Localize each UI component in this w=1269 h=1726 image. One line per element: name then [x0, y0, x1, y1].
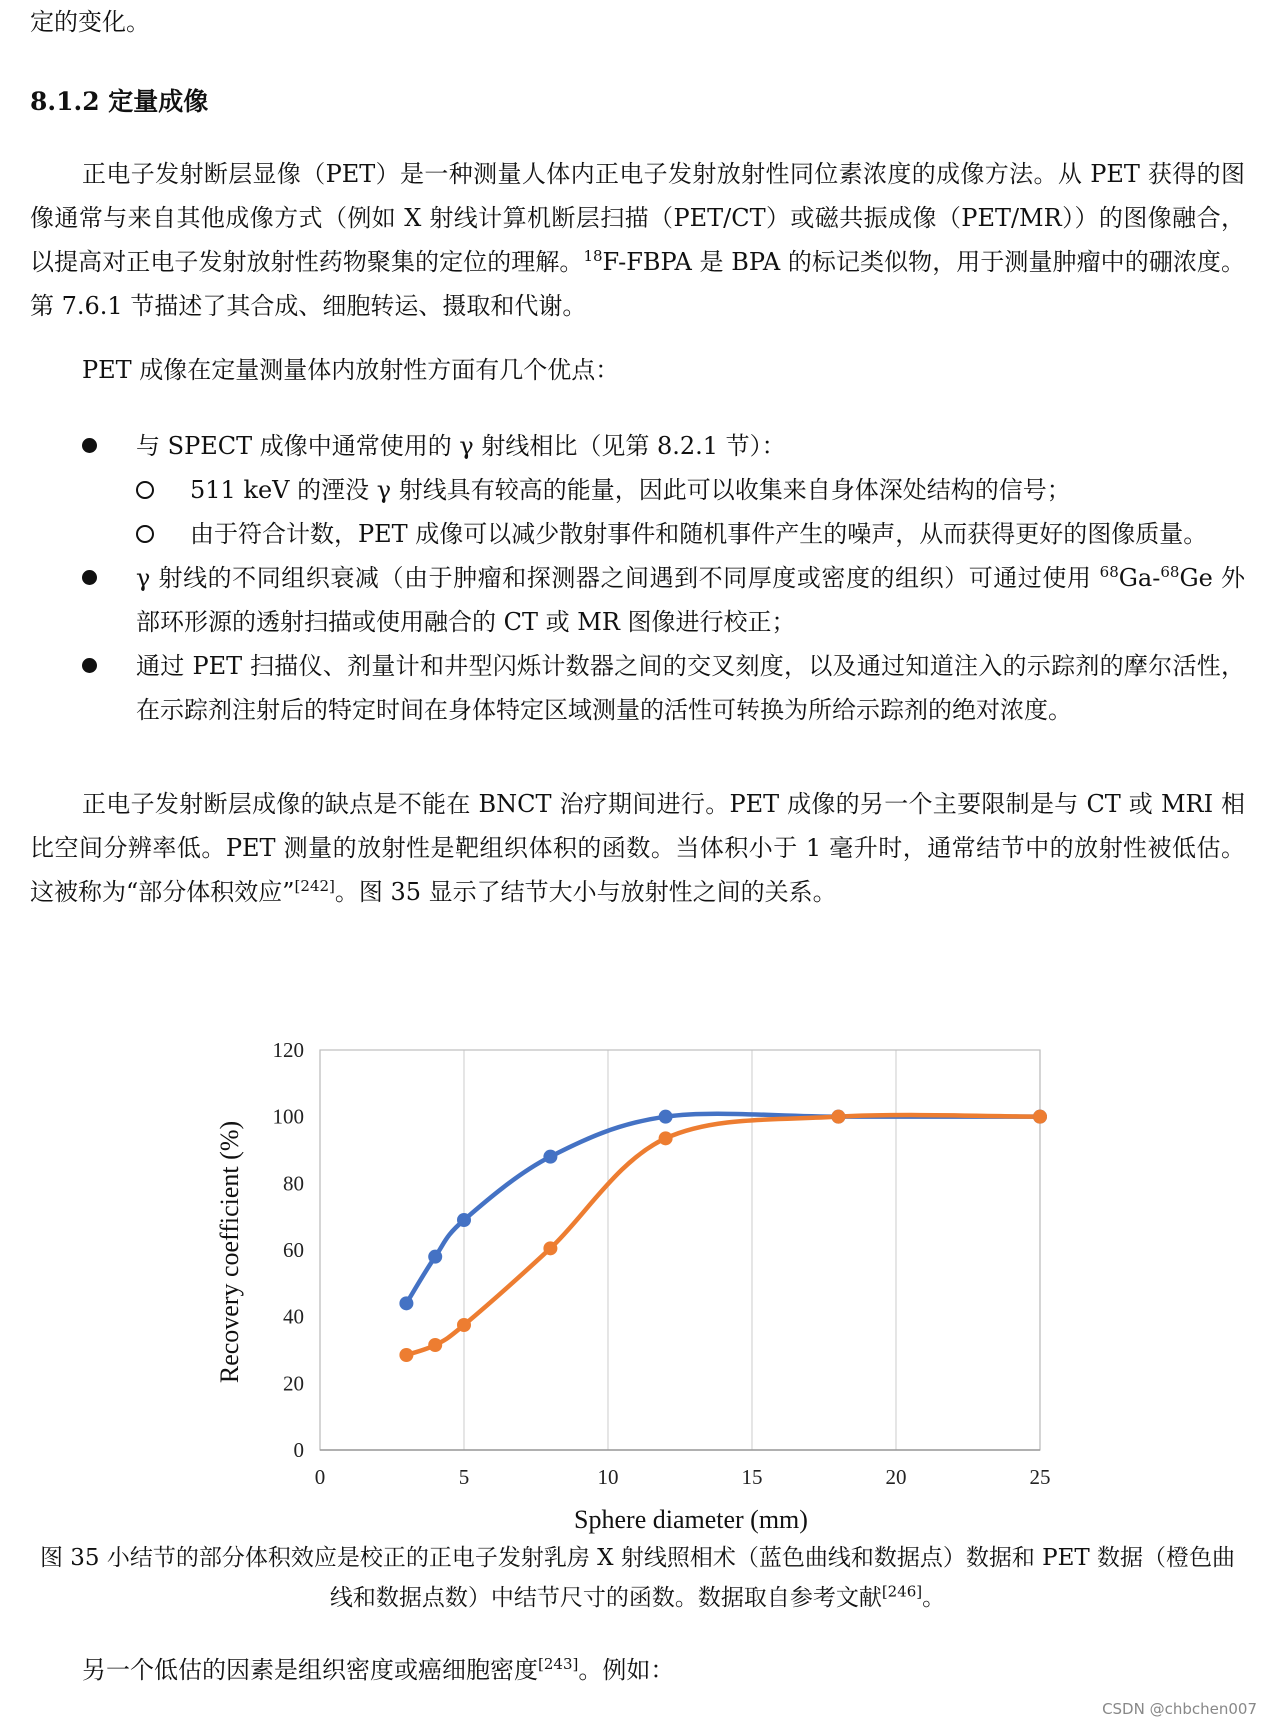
data-point: [457, 1318, 471, 1332]
x-tick-label: 10: [597, 1465, 619, 1489]
watermark: CSDN @chbchen007: [1102, 1700, 1257, 1718]
paragraph-underestimation: 另一个低估的因素是组织密度或癌细胞密度[243]。例如：: [82, 1655, 675, 1684]
paragraph-advantages: PET 成像在定量测量体内放射性方面有几个优点：: [82, 356, 620, 384]
carryover-line: 定的变化。: [30, 8, 150, 36]
x-tick-label: 15: [741, 1465, 763, 1489]
y-tick-label: 0: [293, 1438, 304, 1462]
paragraph-pet-intro: 正电子发射断层显像（PET）是一种测量人体内正电子发射放射性同位素浓度的成像方法。从 PET 获得的图像通常与来自其他成像方式（例如 X 射线计算机断层扫描（PET/CT）或磁共振成像（PET/MR））的图像融合，以提高对正电子发射放射性药物聚集的定位的理解。$^{18}$F-FBPA 是 BPA 的标记类似物，用于测量肿瘤中的硼浓度。第 7.6.1 节描述了其合成、细胞转运、摄取和代谢。: [30, 160, 1245, 320]
x-tick-label: 20: [885, 1465, 907, 1489]
bullet-icon: [82, 658, 97, 673]
list-item: 511 keV 的湮没 γ 射线具有较高的能量，因此可以收集来自身体深处结构的信号；: [30, 468, 1245, 512]
chart-x-axis-label: Sphere diameter (mm): [574, 1505, 808, 1534]
chart-data-points: [399, 1110, 1047, 1362]
chart-y-axis-label: Recovery coefficient (%): [215, 1120, 244, 1384]
figure-caption: 图 35 小结节的部分体积效应是校正的正电子发射乳房 X 射线照相术（蓝色曲线和数据点）数据和 PET 数据（橙色曲线和数据点数）中结节尺寸的函数。数据取自参考文献[246]。: [39, 1545, 1236, 1611]
chart-series-lines: [406, 1114, 1040, 1355]
series-line-1: [406, 1114, 1040, 1304]
x-tick-label: 5: [458, 1465, 470, 1489]
list-item: 通过 PET 扫描仪、剂量计和井型闪烁计数器之间的交叉刻度，以及通过知道注入的示踪剂的摩尔活性，在示踪剂注射后的特定时间在身体特定区域测量的活性可转换为所给示踪剂的绝对浓度。: [30, 644, 1245, 732]
bullet-icon: [82, 570, 97, 585]
data-point: [659, 1110, 673, 1124]
data-point: [399, 1348, 413, 1362]
list-item: 由于符合计数，PET 成像可以减少散射事件和随机事件产生的噪声，从而获得更好的图像质量。: [30, 512, 1245, 556]
section-heading: 8.1.2 定量成像: [30, 87, 209, 116]
y-tick-label: 80: [283, 1171, 304, 1196]
data-point: [399, 1296, 413, 1310]
paragraph-limitations: 正电子发射断层成像的缺点是不能在 BNCT 治疗期间进行。PET 成像的另一个主要限制是与 CT 或 MRI 相比空间分辨率低。PET 测量的放射性是靶组织体积的函数。当体积小于 1 毫升时，通常结节中的放射性被低估。这被称为“部分体积效应”[242]。图 35 显示了结节大小与放射性之间的关系。: [30, 790, 1245, 906]
list-item: 与 SPECT 成像中通常使用的 γ 射线相比（见第 8.2.1 节）：: [30, 424, 1245, 468]
data-point: [457, 1213, 471, 1227]
recovery-coefficient-chart: [200, 1020, 1060, 1540]
y-tick-label: 120: [272, 1038, 304, 1062]
chart-gridlines: [320, 1050, 1040, 1450]
y-tick-label: 100: [272, 1104, 304, 1129]
circle-bullet-icon: [136, 481, 154, 499]
series-line-2: [406, 1115, 1040, 1355]
data-point: [428, 1250, 442, 1264]
data-point: [543, 1241, 557, 1255]
advantages-list: [30, 424, 1245, 732]
x-tick-label: 0: [314, 1465, 326, 1489]
plot-border: [320, 1050, 1040, 1450]
circle-bullet-icon: [136, 525, 154, 543]
y-tick-label: 20: [283, 1371, 304, 1396]
data-point: [1033, 1110, 1047, 1124]
data-point: [659, 1131, 673, 1145]
chart-axes: [320, 1050, 1040, 1450]
bullet-icon: [82, 438, 97, 453]
data-point: [831, 1110, 845, 1124]
chart-tick-labels: [273, 1038, 1051, 1489]
list-item: γ 射线的不同组织衰减（由于肿瘤和探测器之间遇到不同厚度或密度的组织）可通过使用 $^{68}$Ga-$^{68}$Ge 外部环形源的透射扫描或使用融合的 CT 或 MR 图像进行校正；: [30, 556, 1245, 644]
y-tick-label: 60: [283, 1238, 304, 1262]
data-point: [428, 1338, 442, 1352]
x-tick-label: 25: [1029, 1465, 1051, 1489]
y-tick-label: 40: [283, 1304, 304, 1329]
data-point: [543, 1150, 557, 1164]
